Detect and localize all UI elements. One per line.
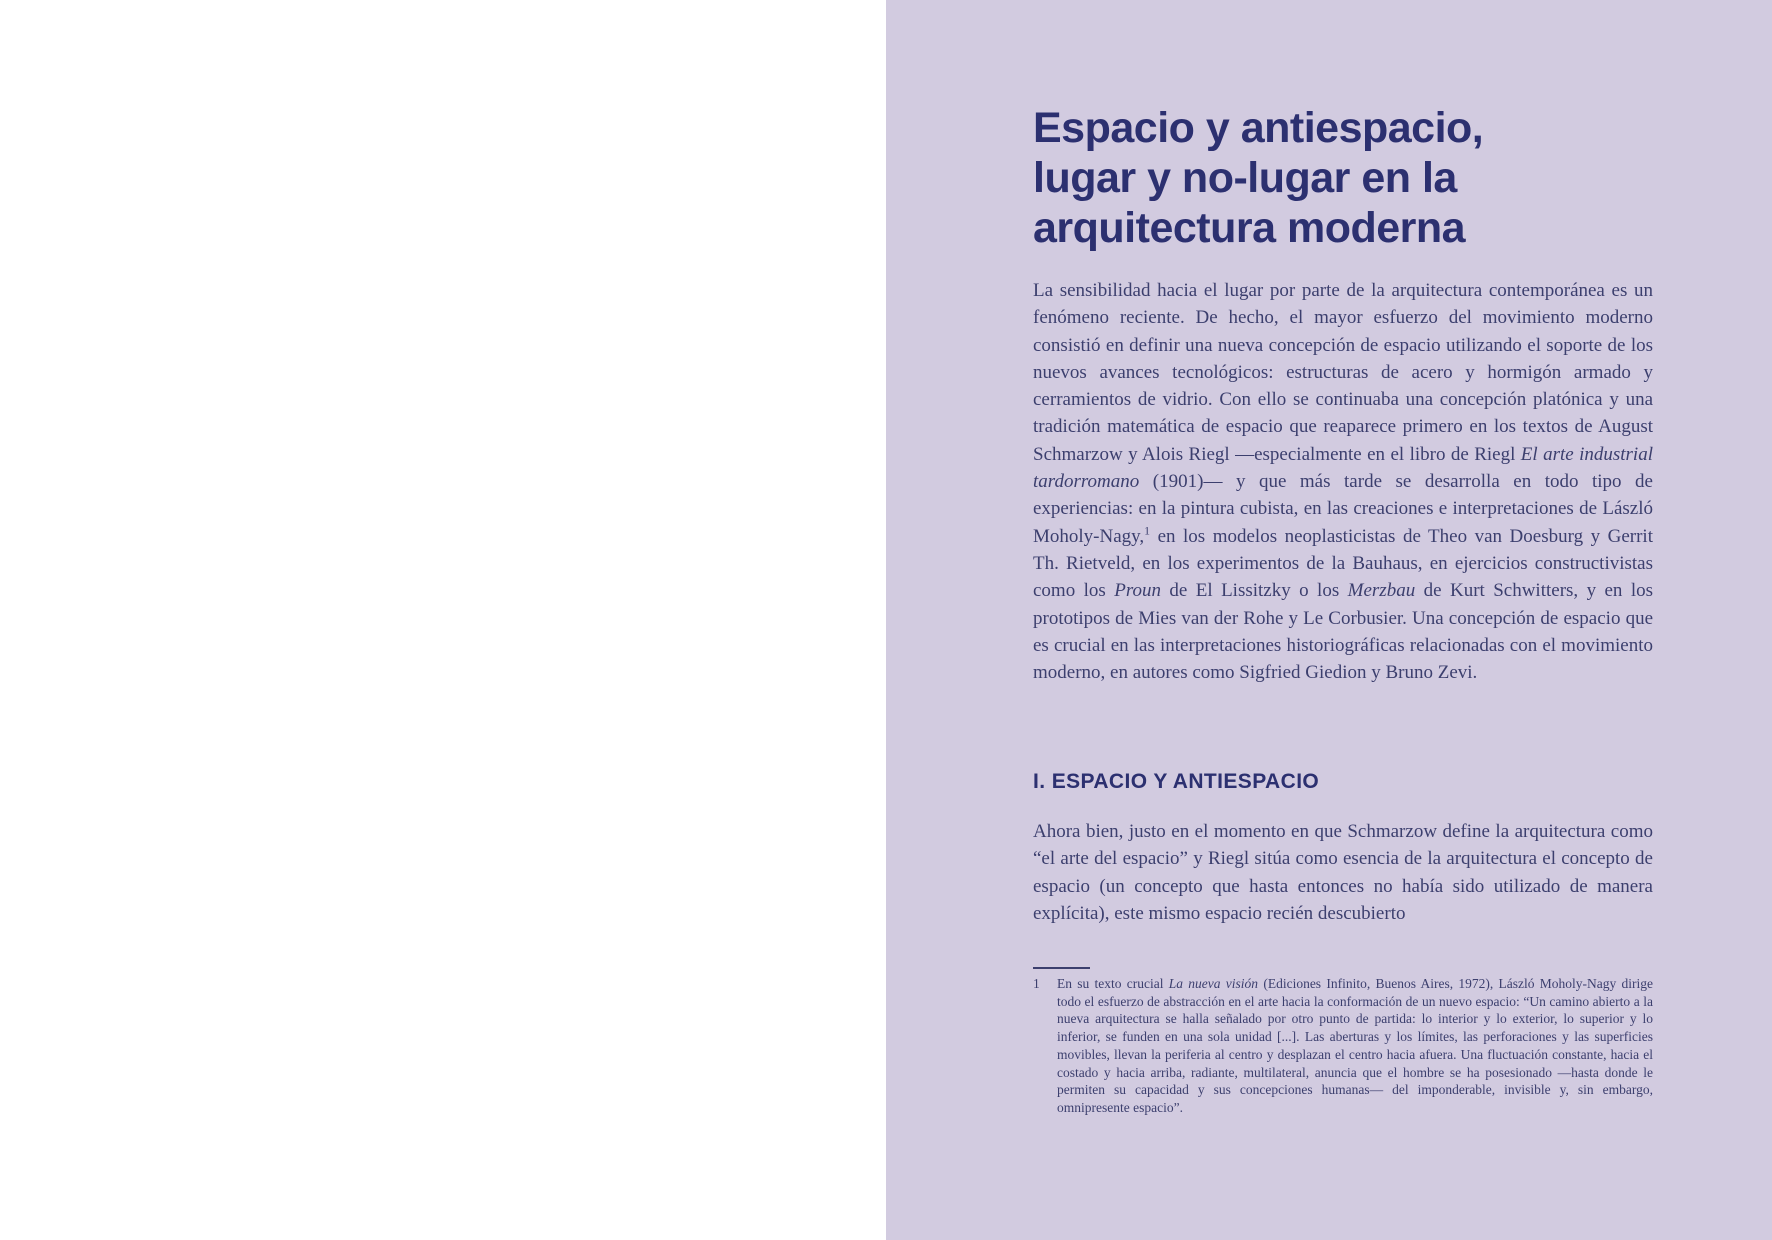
footnote-divider [1033,967,1090,969]
footnote-text: En su texto crucial La nueva visión (Ediciones Infinito, Buenos Aires, 1972), László Moholy-Nagy dirige todo el esfuerzo de abstracción en el arte hacia la conformación de un nuevo espacio: “Un camino abierto a la nueva arquitectura se halla señalado por otro punto de partida: lo interior y lo exterior, lo superior y lo inferior, se funden en una sola unidad [...]. Las aberturas y los límites, las perforaciones y las superficies movibles, llevan la periferia al centro y desplazan el centro hacia afuera. Una fluctuación constante, hacia el costado y hacia arriba, radiante, multilateral, anuncia que el hombre se ha posesionado —hasta donde le permiten su capacidad y sus concepciones humanas— del imponderable, invisible y, sin embargo, omnipresente espacio”. [1057,976,1653,1115]
section-heading: I. ESPACIO Y ANTIESPACIO [1033,770,1320,793]
footnote-number: 1 [1033,976,1040,991]
title-line-3: arquitectura moderna [1033,204,1466,252]
right-page [886,0,1772,1240]
intro-paragraph: La sensibilidad hacia el lugar por parte de la arquitectura contemporánea es un fenómeno reciente. De hecho, el mayor esfuerzo del movimiento moderno consistió en definir una nueva concepción de espacio utilizando el soporte de los nuevos avances tecnológicos: estructuras de acero y hormigón armado y cerramientos de vidrio. Con ello se continuaba una concepción platónica y una tradición matemática de espacio que reaparece primero en los textos de August Schmarzow y Alois Riegl —especialmente en el libro de Riegl El arte industrial tardorromano (1901)— y que más tarde se desarrolla en todo tipo de experiencias: en la pintura cubista, en las creaciones e interpretaciones de László Moholy-Nagy,$^1$ en los modelos neoplasticistas de Theo van Doesburg y Gerrit Th. Rietveld, en los experimentos de la Bauhaus, en ejercicios constructivistas como los Proun de El Lissitzky o los Merzbau de Kurt Schwitters, y en los prototipos de Mies van der Rohe y Le Corbusier. Una concepción de espacio que es crucial en las interpretaciones historiográficas relacionadas con el movimiento moderno, en autores como Sigfried Giedion y Bruno Zevi. [1033,280,1654,684]
title-line-2: lugar y no-lugar en la [1033,154,1457,202]
footnote [1033,975,1653,1117]
article-title [1033,103,1653,253]
second-paragraph: Ahora bien, justo en el momento en que Schmarzow define la arquitectura como “el arte del espacio” y Riegl sitúa como esencia de la arquitectura el concepto de espacio (un concepto que hasta entonces no había sido utilizado de manera explícita), este mismo espacio recién descubierto [1033,821,1653,924]
title-line-1: Espacio y antiespacio, [1033,104,1484,152]
